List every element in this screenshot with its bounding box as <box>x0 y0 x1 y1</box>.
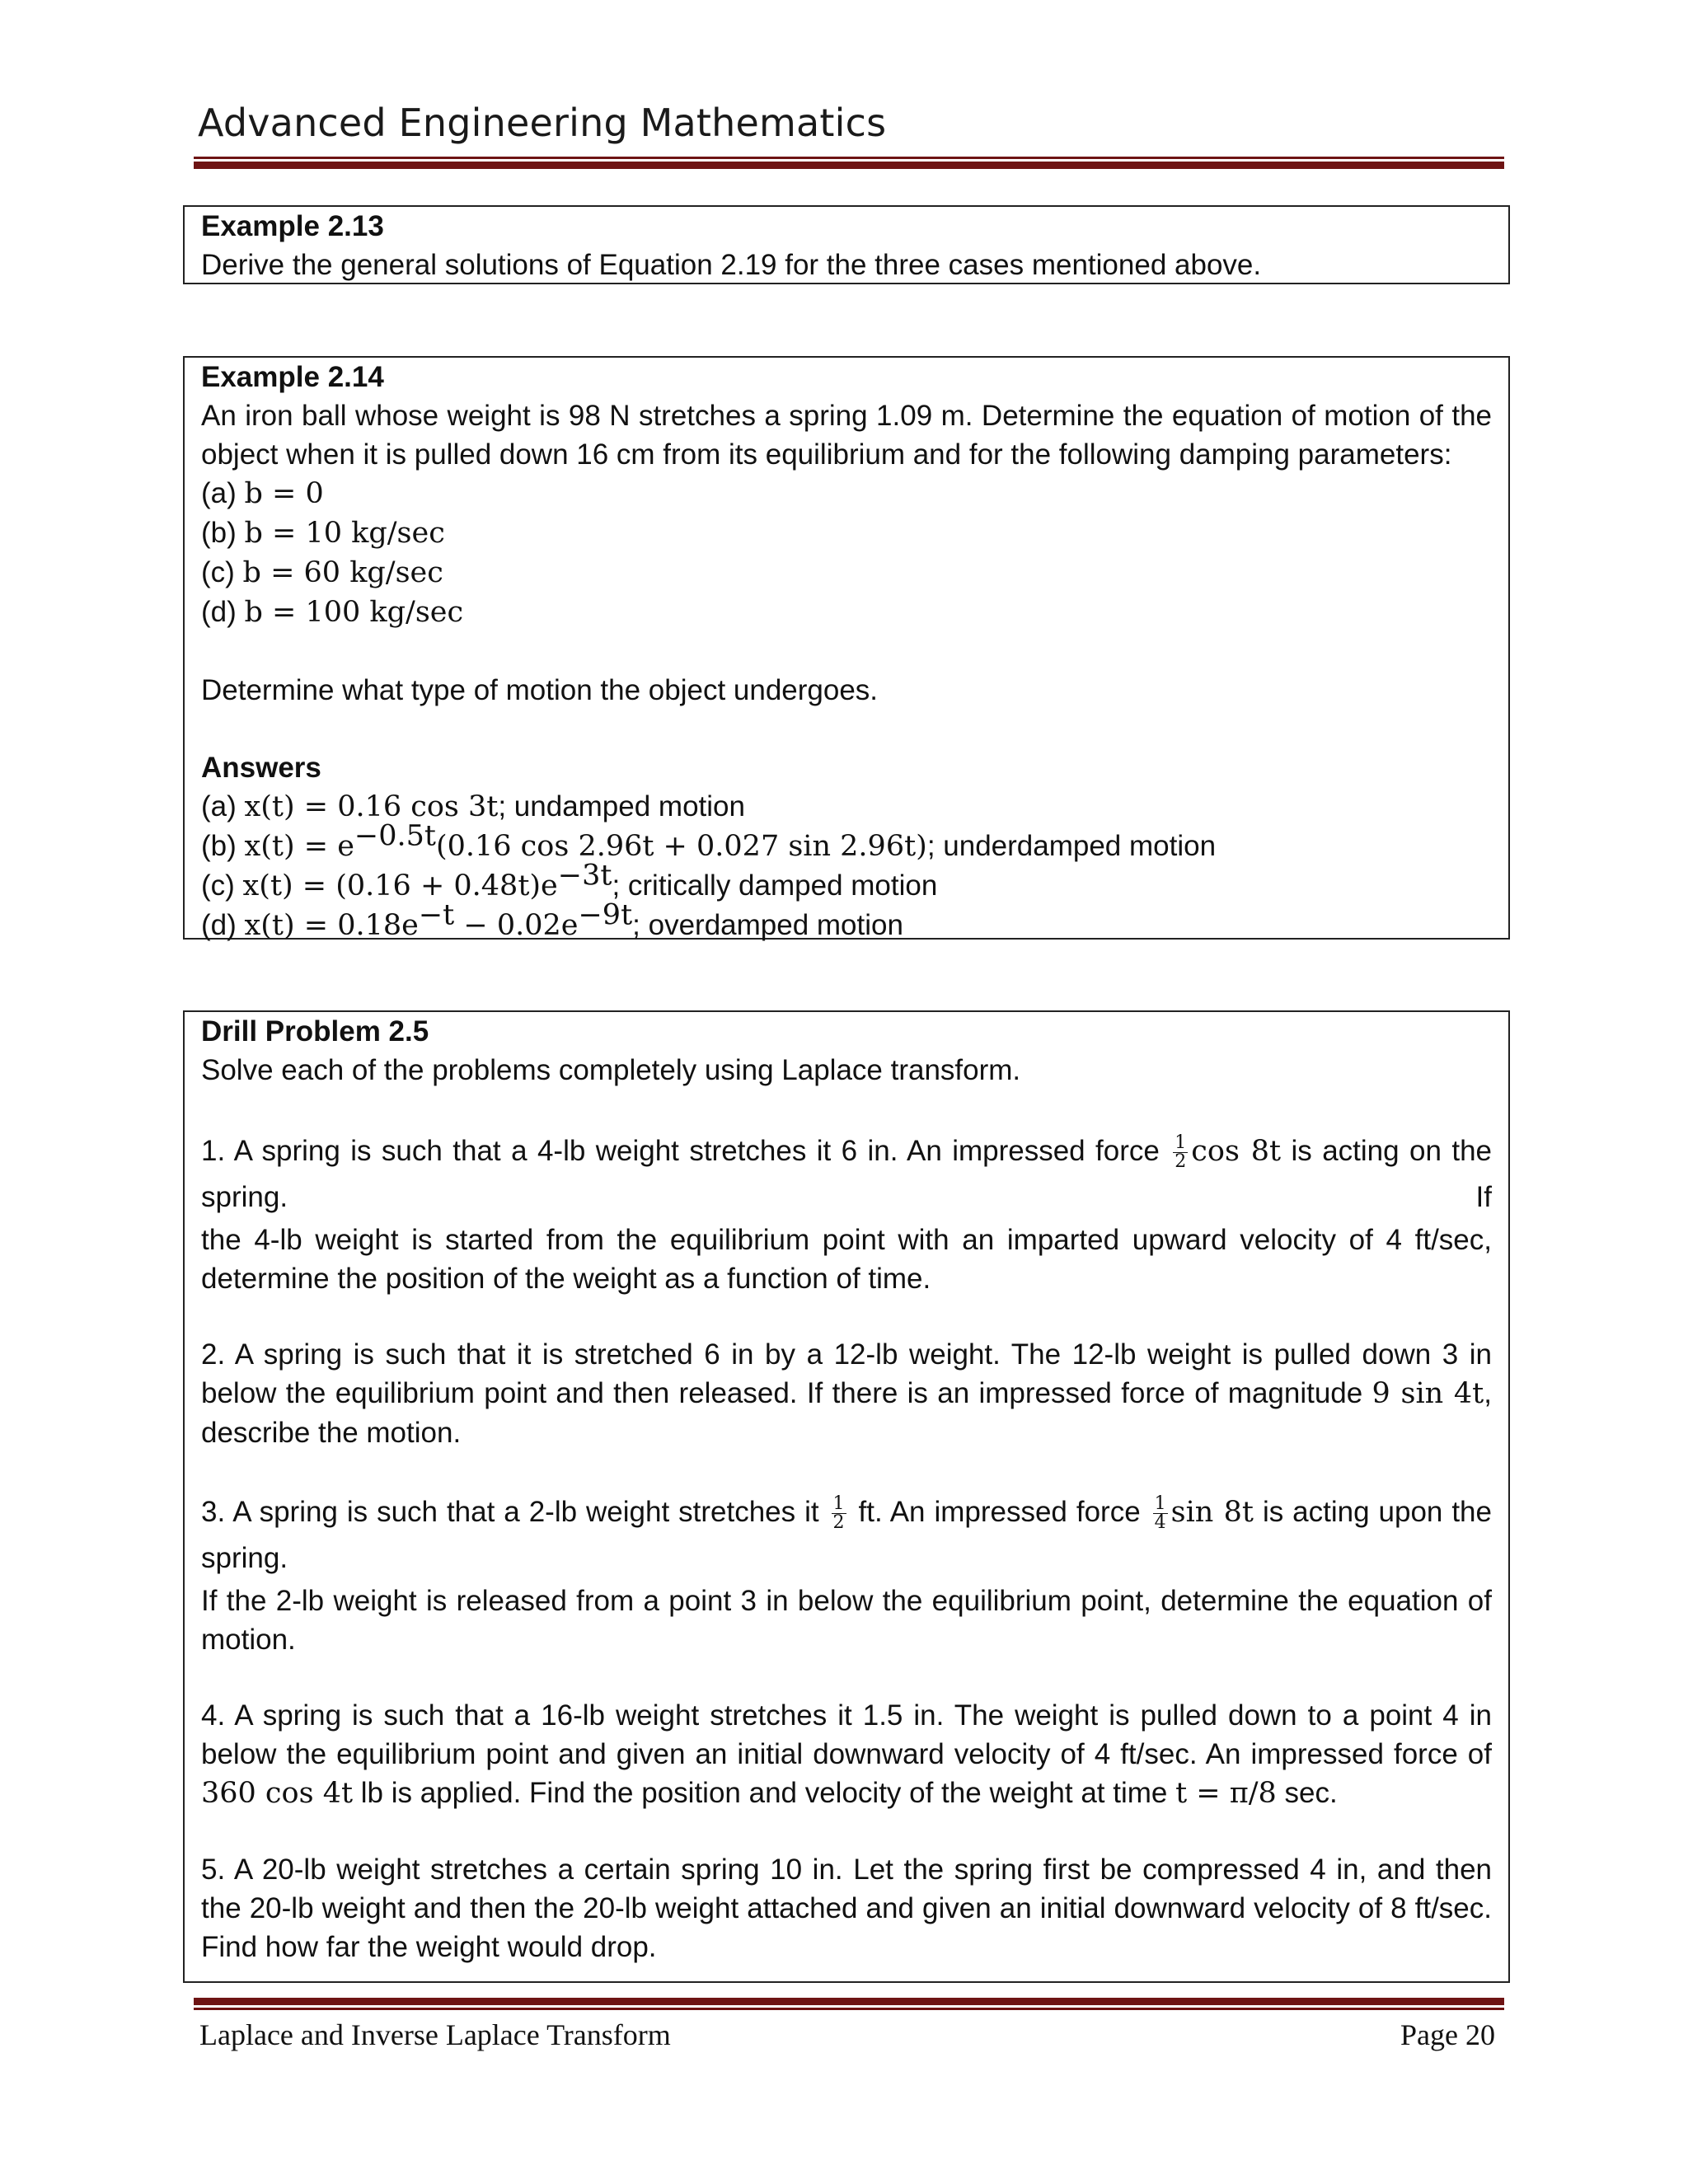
drill-problem-box <box>183 1010 1510 1983</box>
fraction: $\frac{1}{2}$ <box>832 1493 845 1534</box>
answers-title: Answers <box>201 752 321 784</box>
case-item: (c) b = 60 kg/sec <box>201 556 443 589</box>
page-header-title: Advanced Engineering Mathematics <box>198 101 887 145</box>
case-item: (d) b = 100 kg/sec <box>201 596 464 629</box>
example-intro: An iron ball whose weight is 98 N stretches a spring 1.09 m. Determine the equation of motion of the object when it is pulled down 16 cm from its equilibrium and for the following damping parameters: <box>201 400 1492 471</box>
drill-intro: Solve each of the problems completely using Laplace transform. <box>201 1054 1021 1086</box>
answer-item: (d) $x(t) = 0.18e^{-t} - 0.02e^{-9t}$; overdamped motion <box>201 898 903 942</box>
drill-problem-4: 4. A spring is such that a 16-lb weight stretches it 1.5 in. The weight is pulled down to a point 4 in below the equilibrium point and given an initial downward velocity of 4 ft/sec. An impressed force of 360 cos 4t lb is applied. Find the position and velocity of the weight at time t = π/8 sec. <box>201 1699 1492 1810</box>
fraction: $\frac{1}{2}$ <box>1175 1132 1187 1173</box>
footer-chapter-title: Laplace and Inverse Laplace Transform <box>199 2018 671 2051</box>
drill-problem-3-rest: If the 2-lb weight is released from a point 3 in below the equilibrium point, determine the equation of motion. <box>201 1585 1492 1656</box>
answer-item: (c) $x(t) = (0.16 + 0.48t)e^{-3t}$; critically damped motion <box>201 859 938 902</box>
example-title: Example 2.14 <box>201 361 384 393</box>
example-2-13-box <box>183 205 1510 284</box>
example-title: Example 2.13 <box>201 210 384 242</box>
header-rule <box>194 157 1504 169</box>
example-text: Derive the general solutions of Equation 2.19 for the three cases mentioned above. <box>201 249 1262 281</box>
example-question: Determine what type of motion the object undergoes. <box>201 674 879 706</box>
drill-problem-1-rest: the 4-lb weight is started from the equilibrium point with an imparted upward velocity of 4 ft/sec, determine the position of the weight as a function of time. <box>201 1224 1492 1295</box>
drill-problem-3-line1: 3. A spring is such that a 2-lb weight stretches it $\frac{1}{2}$ ft. An impressed force $\frac{1}{4}$ sin 8t is acting upon the spring. <box>201 1493 1492 1574</box>
fraction: $\frac{1}{4}$ <box>1154 1493 1166 1534</box>
drill-problem-2: 2. A spring is such that it is stretched 6 in by a 12-lb weight. The 12-lb weight is pulled down 3 in below the equilibrium point and then released. If there is an impressed force of magnitude 9 sin 4t, describe the motion. <box>201 1338 1492 1449</box>
answer-item: (a) x(t) = 0.16 cos 3t; undamped motion <box>201 790 745 823</box>
drill-title: Drill Problem 2.5 <box>201 1015 429 1047</box>
footer-page-number: Page 20 <box>1400 2018 1495 2051</box>
example-2-14-box <box>183 356 1510 940</box>
drill-problem-5: 5. A 20-lb weight stretches a certain spring 10 in. Let the spring first be compressed 4 in, and then the 20-lb weight and then the 20-lb weight attached and given an initial downward velocity of 8 ft/sec. Find how far the weight would drop. <box>201 1854 1492 1963</box>
footer-rule <box>194 1998 1504 2010</box>
case-item: (a) b = 0 <box>201 477 324 510</box>
drill-problem-1-line1: 1. A spring is such that a 4-lb weight stretches it 6 in. An impressed force $\frac{1}{2}$ cos 8t is acting on the spring. If <box>201 1132 1493 1213</box>
case-item: (b) b = 10 kg/sec <box>201 517 445 550</box>
answer-item: (b) $x(t) = e^{-0.5t}(0.16$ cos 2.96t + 0.027 sin 2.96t); underdamped motion <box>201 819 1217 863</box>
